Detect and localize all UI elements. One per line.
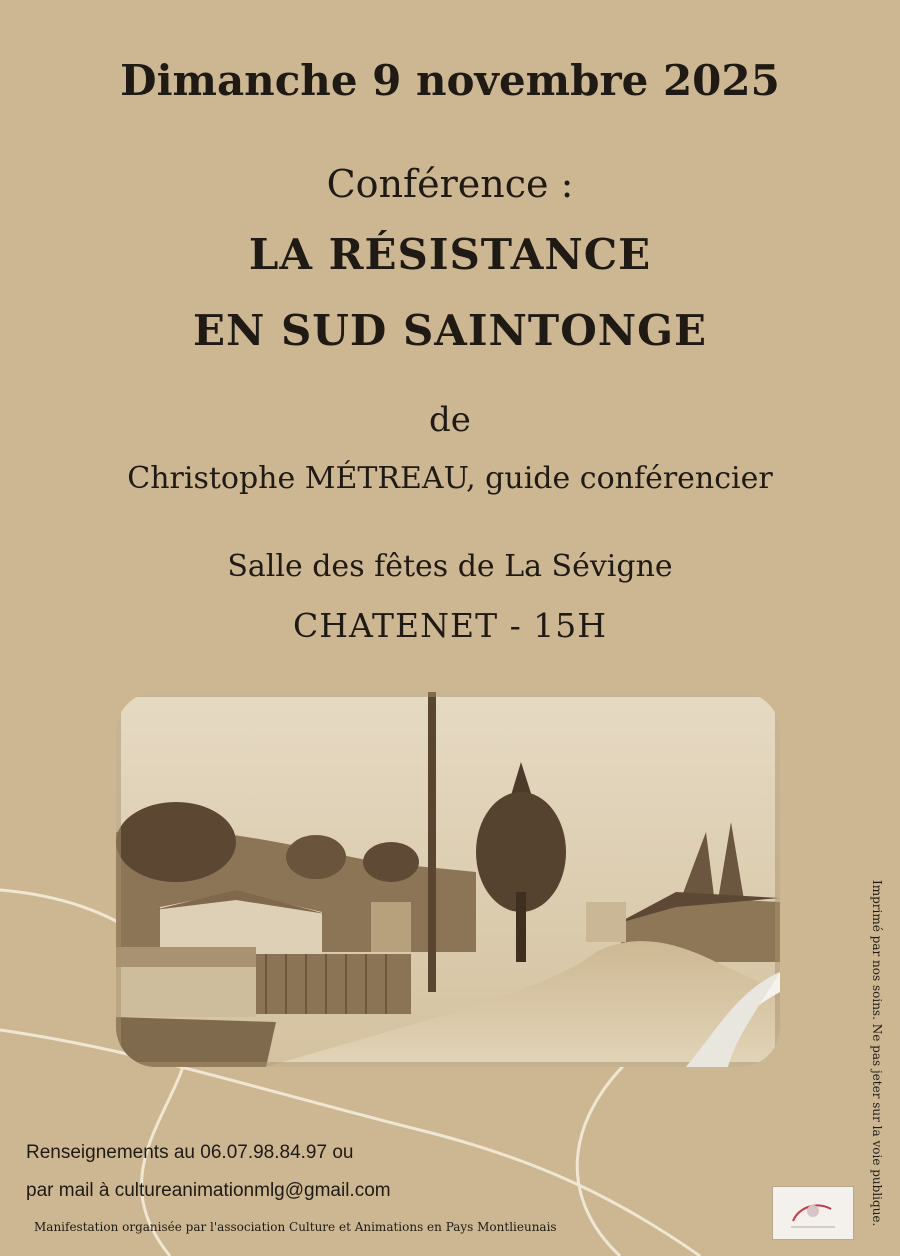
legal-side-note: Imprimé par nos soins. Ne pas jeter sur la voie publique. bbox=[870, 880, 884, 1227]
event-title-line1: LA RÉSISTANCE bbox=[248, 230, 652, 279]
contact-phone-line: Renseignements au 06.07.98.84.97 ou bbox=[26, 1142, 354, 1163]
organizer-line: Manifestation organisée par l'association Culture et Animations en Pays Montlieunais bbox=[34, 1220, 557, 1234]
association-logo bbox=[772, 1186, 854, 1240]
event-type: Conférence : bbox=[326, 162, 574, 206]
event-by: de bbox=[429, 400, 471, 440]
event-date: Dimanche 9 novembre 2025 bbox=[120, 56, 780, 105]
event-place-time: CHATENET - 15H bbox=[292, 606, 608, 645]
event-speaker: Christophe MÉTREAU, guide conférencier bbox=[127, 461, 773, 496]
historic-village-photo bbox=[116, 692, 780, 1067]
sepia-photo-illustration bbox=[116, 692, 780, 1067]
contact-email-line: par mail à cultureanimationmlg@gmail.com bbox=[26, 1180, 391, 1201]
event-venue: Salle des fêtes de La Sévigne bbox=[227, 549, 673, 584]
logo-graphic bbox=[773, 1187, 853, 1239]
event-title-line2: EN SUD SAINTONGE bbox=[192, 306, 708, 355]
